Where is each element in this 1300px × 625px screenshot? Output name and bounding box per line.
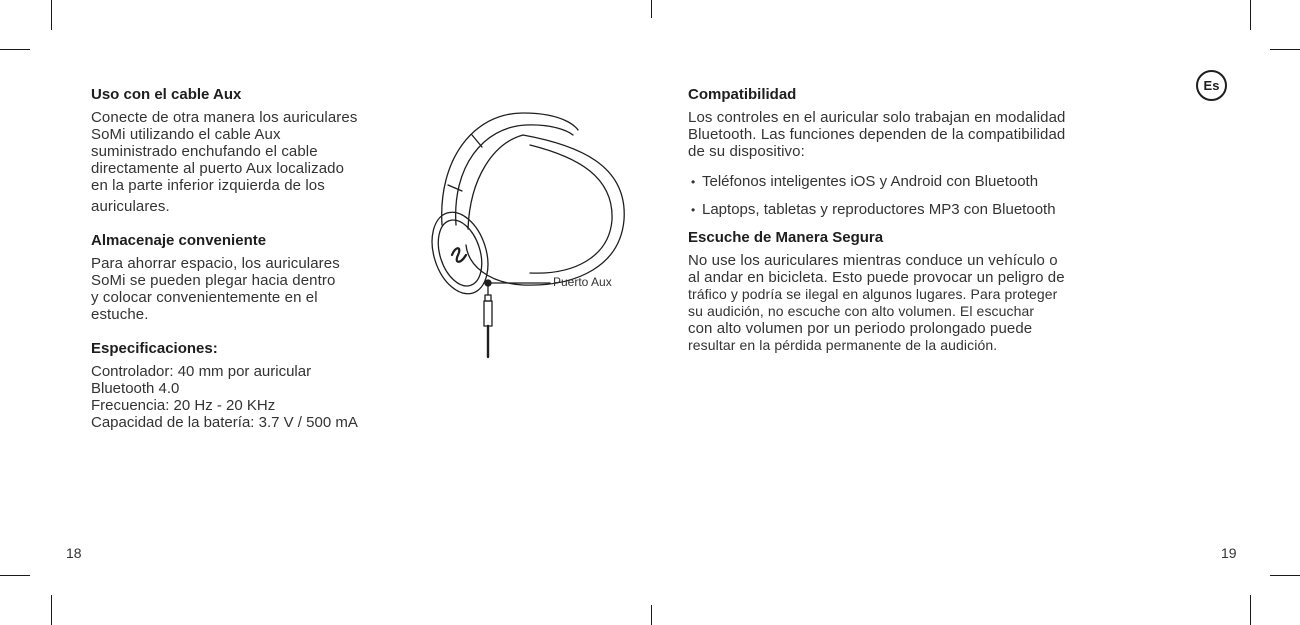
text-line: al andar en bicicleta. Esto puede provocar un peligro de (688, 269, 1065, 286)
headband-inner (456, 125, 573, 225)
text-line: suministrado enchufando el cable (91, 143, 318, 160)
logo-mark (452, 248, 466, 262)
text-line: y colocar convenientemente en el (91, 289, 318, 306)
crop-mark (0, 49, 30, 50)
text-line: Los controles en el auricular solo trabajan en modalidad (688, 109, 1066, 126)
spec-item: Frecuencia: 20 Hz - 20 KHz (91, 397, 276, 414)
text-line: con alto volumen por un periodo prolongado puede (688, 320, 1033, 337)
bullet-item: • Laptops, tabletas y reproductores MP3 con Bluetooth (688, 196, 1158, 224)
compat-section (688, 85, 1158, 224)
plug-ring (485, 295, 491, 301)
compat-body (688, 109, 1158, 160)
text-line: directamente al puerto Aux localizado (91, 160, 345, 177)
text-line: No use los auriculares mientras conduce un vehículo o (688, 252, 1058, 269)
text-line: de su dispositivo: (688, 143, 805, 160)
storage-heading: Almacenaje conveniente (91, 232, 267, 249)
crop-mark (1250, 595, 1251, 625)
text-line: SoMi utilizando el cable Aux (91, 126, 281, 143)
aux-heading: Uso con el cable Aux (91, 86, 242, 103)
crop-mark (1270, 575, 1300, 576)
crop-mark (51, 595, 52, 625)
spec-item: Bluetooth 4.0 (91, 380, 180, 397)
aux-body (91, 109, 431, 215)
crop-mark (0, 575, 30, 576)
spec-item: Capacidad de la batería: 3.7 V / 500 mA (91, 414, 358, 431)
text-line: en la parte inferior izquierda de los (91, 177, 325, 194)
crop-mark (1250, 0, 1251, 30)
text-line: SoMi se pueden plegar hacia dentro (91, 272, 336, 289)
text-line: Para ahorrar espacio, los auriculares (91, 255, 340, 272)
headphones-illustration (428, 105, 638, 360)
specs-heading: Especificaciones: (91, 340, 218, 357)
safe-body (688, 252, 1158, 354)
headband-outer (442, 113, 578, 225)
aux-port-callout: Puerto Aux (553, 275, 612, 289)
specs-section (91, 339, 431, 431)
crop-mark (651, 0, 652, 18)
compat-bullets (688, 168, 1158, 224)
page-number-left: 18 (66, 545, 82, 561)
earcup-plate (428, 205, 498, 301)
safe-heading: Escuche de Manera Segura (688, 229, 884, 246)
text-line: su audición, no escuche con alto volumen. El escuchar (688, 303, 1035, 319)
crop-mark (651, 605, 652, 625)
text-line: Conecte de otra manera los auriculares (91, 109, 358, 126)
safe-section (688, 228, 1158, 354)
plug-body (484, 301, 492, 326)
spec-item: Controlador: 40 mm por auricular (91, 363, 312, 380)
compat-heading: Compatibilidad (688, 86, 797, 103)
specs-list (91, 363, 431, 431)
language-badge: Es (1196, 70, 1227, 101)
text-line: resultar en la pérdida permanente de la audición. (688, 337, 998, 353)
right-column (688, 85, 1158, 354)
text-line: estuche. (91, 306, 149, 323)
left-column (91, 85, 431, 431)
headband-line (468, 135, 523, 229)
storage-body (91, 255, 431, 323)
text-line: auriculares. (91, 198, 170, 215)
text-line: tráfico y podría se ilegal en algunos lugares. Para proteger (688, 286, 1058, 302)
storage-section (91, 231, 431, 323)
earcup-outer (466, 135, 624, 285)
text-line: Bluetooth. Las funciones dependen de la compatibilidad (688, 126, 1066, 143)
page-number-right: 19 (1221, 545, 1237, 561)
crop-mark (51, 0, 52, 30)
aux-section (91, 85, 431, 215)
crop-mark (1270, 49, 1300, 50)
bullet-item: • Teléfonos inteligentes iOS y Android con Bluetooth (688, 168, 1158, 196)
